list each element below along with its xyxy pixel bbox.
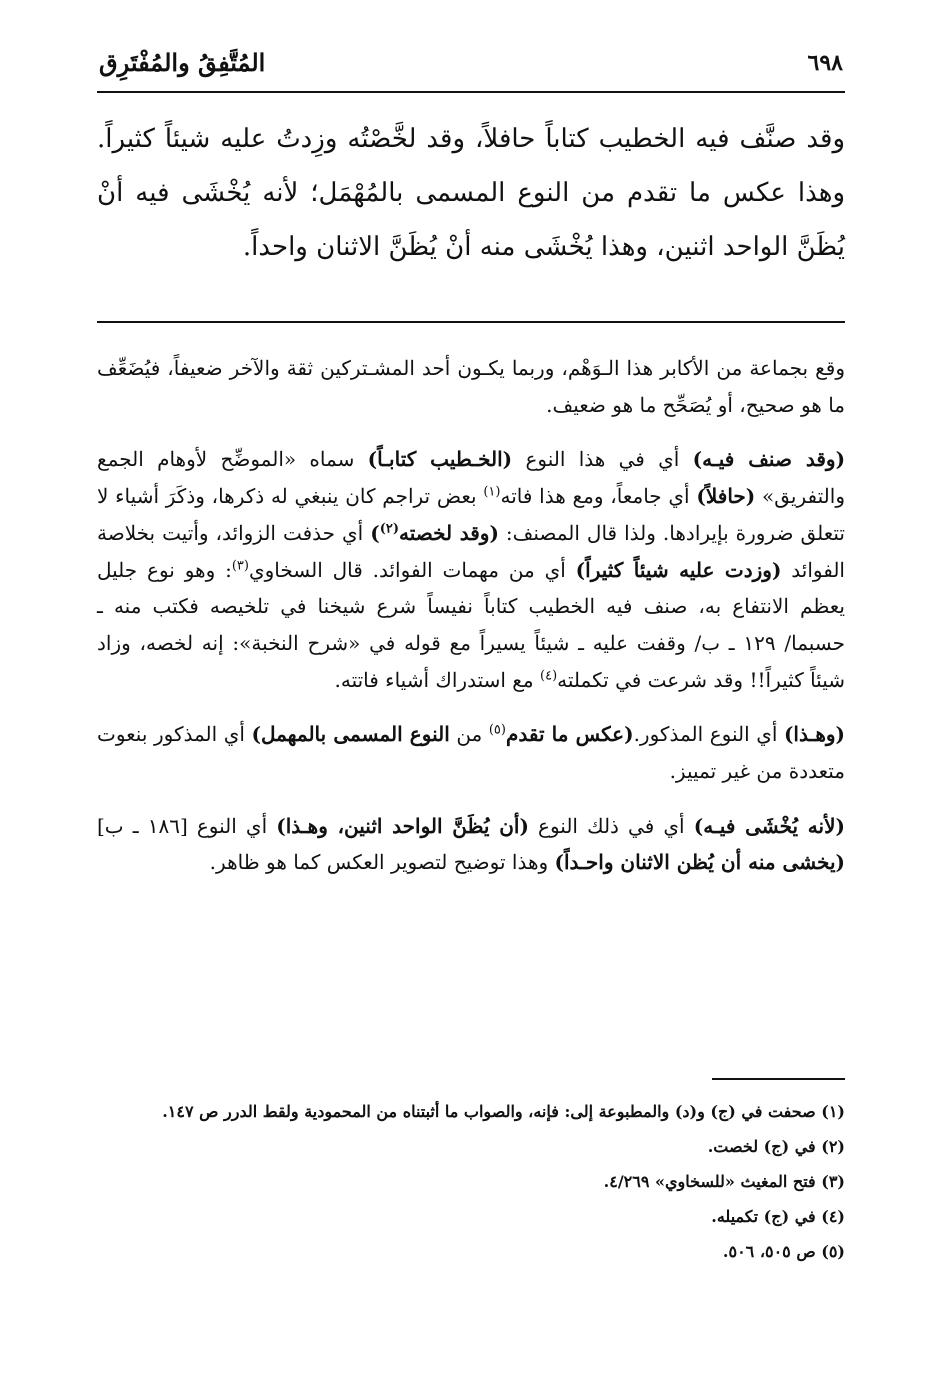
quoted-matn: (عكس ما تقدم	[505, 722, 634, 747]
header-rule	[97, 91, 845, 93]
commentary-paragraph-1: وقع بجماعة من الأكابر هذا الـوَهْم، وربما يكـون أحد المشـتركين ثقة والآخر ضعيفاً، فيُضَعِّف ما هو صحيح، أو يُصَحِّح ما هو ضعيف.	[97, 356, 845, 417]
footnotes	[97, 1098, 845, 1273]
main-text	[97, 112, 845, 274]
footnote-rule	[712, 1078, 845, 1080]
main-paragraph: وقد صنَّف فيه الخطيب كتاباً حافلاً، وقد لخَّصْتُه وزِدتُ عليه شيئاً كثيراً. وهذا عكس ما تقدم من النوع المسمى بالمُهْمَل؛ لأنه يُخْشَى فيه أنْ يُظَنَّ الواحد اثنين، وهذا يُخْشَى منه أنْ يُظَنَّ الاثنان واحداً.	[97, 124, 845, 262]
footnote-ref-1[interactable]: (١)	[483, 484, 501, 500]
page-number: ٦٩٨	[807, 50, 843, 76]
quoted-matn: (وقد لخصته$^{(٢)}$)	[370, 520, 499, 545]
quoted-matn: (حافلاً)	[696, 484, 756, 509]
footnote-3: (٣) فتح المغيث «للسخاوي» ٤/٢٦٩.	[603, 1172, 845, 1191]
commentary-paragraph-4: (لأنه يُخْشَى فيـه) أي في ذلك النوع (أن يُظَنَّ الواحد اثنين، وهـذا) أي النوع [١٨٦ ـ ب] (يخشى منه أن يُظن الاثنان واحـداً) وهذا توضيح لتصوير العكس كما هو ظاهر.	[97, 813, 845, 875]
commentary	[97, 350, 845, 899]
page-header	[97, 40, 845, 92]
footnote-ref-3[interactable]: (٣)	[231, 557, 249, 573]
commentary-paragraph-3: (وهـذا) أي النوع المذكور.(عكس ما تقدم$^{(٥)}$ من النوع المسمى بالمهمل) أي المذكور بنعوت متعددة من غير تمييز.	[97, 722, 846, 784]
quoted-matn: (أن يُظَنَّ الواحد اثنين، وهـذا)	[276, 813, 529, 838]
footnote-ref-4[interactable]: (٤)	[540, 667, 558, 683]
quoted-matn: النوع المسمى بالمهمل)	[251, 722, 450, 747]
footnote-ref-5[interactable]: (٥)	[488, 722, 506, 738]
quoted-matn: (وقد صنف فيـه)	[692, 447, 846, 472]
footnote-1: (١) صحفت في (ج) و(د) والمطبوعة إلى: فإنه، والصواب ما أثبتناه من المحمودية ولقط الدرر ص ١٤٧.	[162, 1102, 845, 1121]
quoted-matn: (لأنه يُخْشَى فيـه)	[693, 813, 845, 838]
footnote-ref-2[interactable]: (٢)	[379, 521, 400, 537]
footnote-4: (٤) في (ج) تكميله.	[711, 1207, 845, 1226]
footnote-2: (٢) في (ج) لخصت.	[707, 1137, 845, 1156]
quoted-matn: (الخـطيب كتابـاً)	[367, 447, 513, 472]
running-title: المُتَّفِقُ والمُفْتَرِق	[99, 48, 266, 77]
quoted-matn: (وهـذا)	[783, 722, 846, 747]
separator-rule	[97, 321, 845, 323]
footnote-5: (٥) ص ٥٠٥، ٥٠٦.	[722, 1242, 845, 1261]
commentary-paragraph-2: (وقد صنف فيـه) أي في هذا النوع (الخـطيب كتابـاً) سماه «الموضِّح لأوهام الجمع والتفريق» (حافلاً) أي جامعاً، ومع هذا فاته$^{(١)}$ بعض تراجم كان ينبغي له ذكرها، وذكَرَ أشياء لا تتعلق ضرورة بإيرادها. ولذا قال المصنف: (وقد لخصته$^{(٢)}$) أي حذفت الزوائد، وأتيت بخلاصة الفوائد (وزدت عليه شيئاً كثيراً) أي من مهمات الفوائد. قال السخاوي$^{(٣)}$: وهو نوع جليل يعظم الانتفاع به، صنف فيه الخطيب كتاباً نفيساً شرع شيخنا في تلخيصه فكتب منه ـ حسبما/ ١٢٩ ـ ب/ وقفت عليه ـ شيئاً يسيراً مع قوله في «شرح النخبة»: إنه لخصه، وزاد شيئاً كثيراً!! وقد شرعت في تكملته$^{(٤)}$ مع استدراك أشياء فاتته.	[97, 447, 846, 692]
quoted-matn: (وزدت عليه شيئاً كثيراً)	[575, 557, 782, 582]
quoted-matn: (يخشى منه أن يُظن الاثنان واحـداً)	[554, 850, 845, 875]
